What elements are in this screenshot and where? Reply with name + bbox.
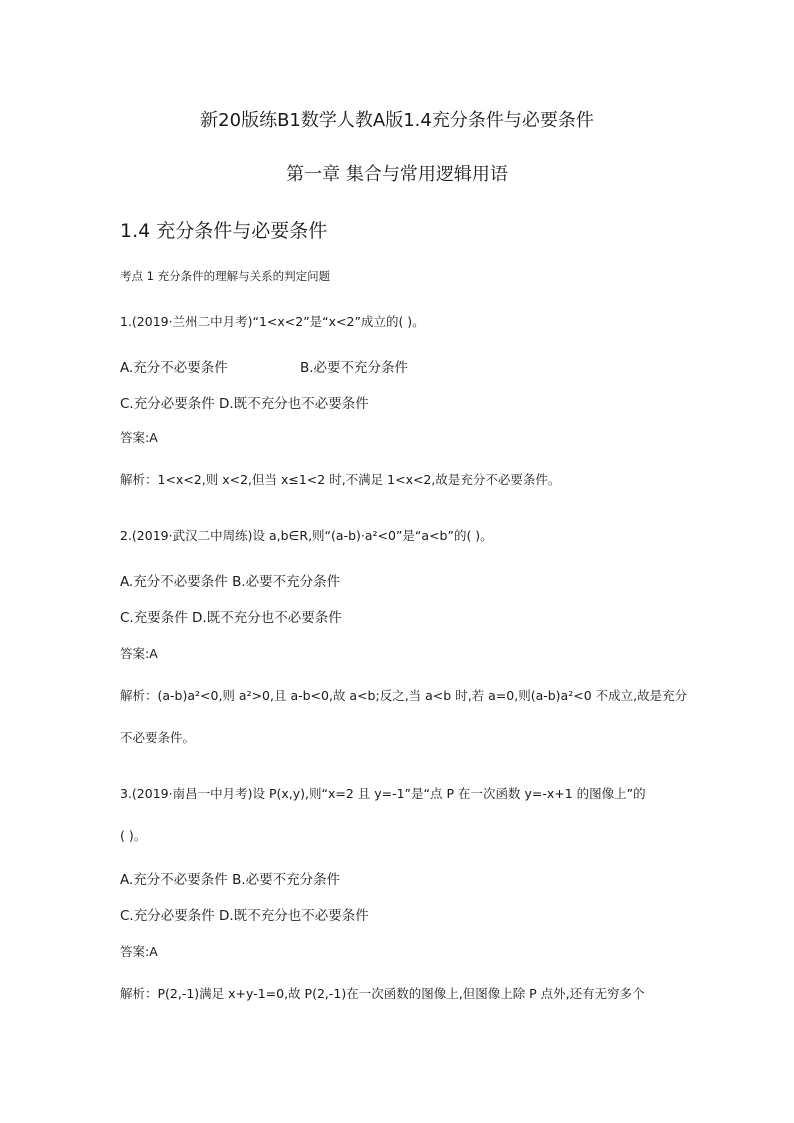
question-1-option-a: A.充分不必要条件 (120, 360, 228, 376)
question-2-options-cd: C.充要条件 D.既不充分也不必要条件 (120, 610, 342, 626)
kaodian-heading: 考点 1 充分条件的理解与关系的判定问题 (120, 269, 331, 283)
chapter-title: 第一章 集合与常用逻辑用语 (286, 164, 508, 185)
question-1-stem: 1.(2019·兰州二中月考)“1<x<2”是“x<2”成立的( )。 (120, 314, 425, 329)
question-3-stem-line-1: 3.(2019·南昌一中月考)设 P(x,y),则“x=2 且 y=-1”是“点 P 在一次函数 y=-x+1 的图像上”的 (120, 786, 646, 801)
question-1-options-cd: C.充分必要条件 D.既不充分也不必要条件 (120, 396, 369, 412)
question-2-options-ab: A.充分不必要条件 B.必要不充分条件 (120, 574, 341, 590)
question-3-answer: 答案:A (120, 944, 158, 959)
document-title: 新20版练B1数学人教A版1.4充分条件与必要条件 (200, 110, 594, 131)
section-heading: 1.4 充分条件与必要条件 (120, 220, 328, 242)
question-3-explanation: 解析：P(2,-1)满足 x+y-1=0,故 P(2,-1)在一次函数的图像上,但图像上除 P 点外,还有无穷多个 (120, 986, 645, 1001)
question-3-options-ab: A.充分不必要条件 B.必要不充分条件 (120, 872, 341, 888)
question-2-explanation-line-1: 解析：(a-b)a²<0,则 a²>0,且 a-b<0,故 a<b;反之,当 a<b 时,若 a=0,则(a-b)a²<0 不成立,故是充分 (120, 688, 688, 703)
question-1-explanation: 解析：1<x<2,则 x<2,但当 x≤1<2 时,不满足 1<x<2,故是充分不必要条件。 (120, 472, 561, 487)
question-2-stem: 2.(2019·武汉二中周练)设 a,b∈R,则“(a-b)·a²<0”是“a<b”的( )。 (120, 528, 493, 543)
question-1-answer: 答案:A (120, 430, 158, 445)
question-3-options-cd: C.充分必要条件 D.既不充分也不必要条件 (120, 908, 369, 924)
question-3-stem-line-2: ( )。 (120, 828, 147, 843)
question-2-answer: 答案:A (120, 646, 158, 661)
question-1-option-b: B.必要不充分条件 (300, 360, 409, 376)
question-2-explanation-line-2: 不必要条件。 (120, 730, 196, 745)
